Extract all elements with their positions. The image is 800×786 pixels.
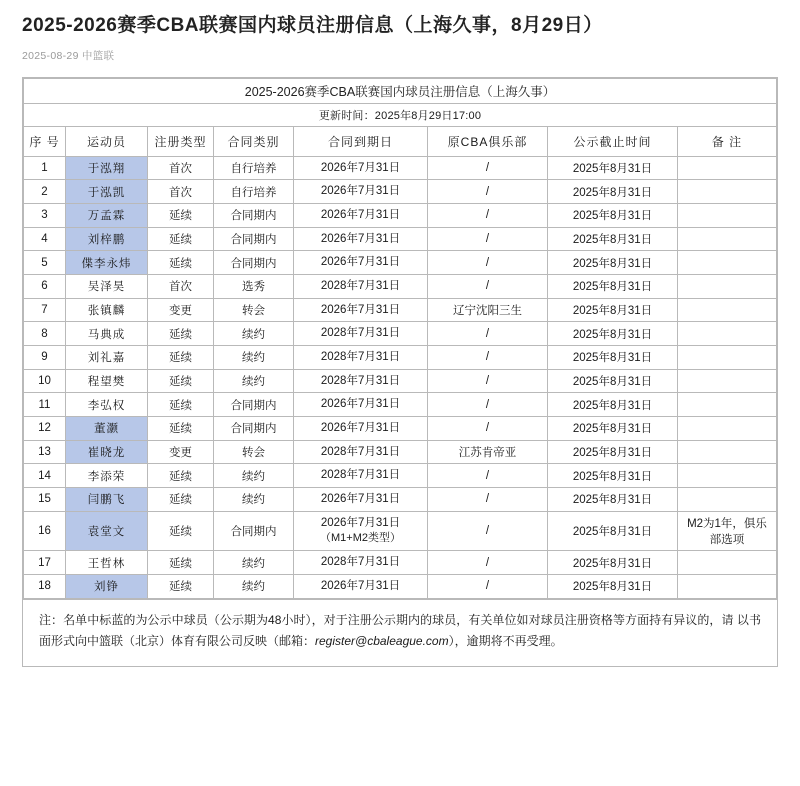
contract-type: 续约 [214, 464, 294, 488]
registration-type: 变更 [148, 298, 214, 322]
table-row [24, 251, 777, 275]
athlete-name: 于泓凯 [66, 180, 148, 204]
athlete-name: 李弘权 [66, 393, 148, 417]
contract-expiry-date: 2026年7月31日 [320, 516, 401, 529]
page-meta: 2025-08-29 中篮联 [22, 49, 115, 62]
athlete-name: 吴泽昊 [66, 275, 148, 299]
contract-expiry-date: 2028年7月31日 [320, 556, 401, 569]
table-row [24, 551, 777, 575]
table-row [24, 464, 777, 488]
row-remark [678, 575, 777, 599]
athlete-name: 袁堂文 [66, 511, 148, 551]
contract-expiry [294, 227, 428, 251]
athlete-name: 于泓翔 [66, 156, 148, 180]
page-header [0, 0, 800, 63]
contract-expiry [294, 417, 428, 441]
publicity-deadline: 2025年8月31日 [548, 298, 678, 322]
athlete-name: 刘礼嘉 [66, 346, 148, 370]
contract-expiry [294, 511, 428, 551]
publicity-deadline: 2025年8月31日 [548, 488, 678, 512]
row-index: 15 [24, 488, 66, 512]
former-club: / [428, 417, 548, 441]
row-remark [678, 204, 777, 228]
former-club: 江苏肯帝亚 [428, 440, 548, 464]
footnote-line-2-suffix: ），逾期将不再受理。 [448, 633, 563, 648]
publicity-deadline: 2025年8月31日 [548, 204, 678, 228]
athlete-name: 李添荣 [66, 464, 148, 488]
athlete-name: 王哲林 [66, 551, 148, 575]
row-remark [678, 156, 777, 180]
publicity-deadline: 2025年8月31日 [548, 322, 678, 346]
table-updated-row [24, 103, 777, 126]
contract-expiry [294, 551, 428, 575]
row-remark [678, 346, 777, 370]
row-index: 1 [24, 156, 66, 180]
registration-type: 延续 [148, 464, 214, 488]
table-head [24, 78, 777, 156]
contract-type: 续约 [214, 488, 294, 512]
column-header-contract-expiry: 合同到期日 [294, 126, 428, 156]
table-row [24, 440, 777, 464]
column-header-athlete: 运动员 [66, 126, 148, 156]
former-club: / [428, 393, 548, 417]
former-club: / [428, 275, 548, 299]
contract-expiry [294, 156, 428, 180]
table-row [24, 275, 777, 299]
row-remark [678, 417, 777, 441]
row-index: 9 [24, 346, 66, 370]
athlete-name: 闫鹏飞 [66, 488, 148, 512]
registration-type: 延续 [148, 251, 214, 275]
contract-expiry [294, 369, 428, 393]
registration-type: 延续 [148, 575, 214, 599]
former-club: / [428, 180, 548, 204]
registration-type: 延续 [148, 322, 214, 346]
contract-expiry-date: 2028年7月31日 [320, 469, 401, 482]
contract-expiry-date: 2028年7月31日 [320, 351, 401, 364]
row-index: 13 [24, 440, 66, 464]
contract-expiry [294, 440, 428, 464]
column-header-contract-category: 合同类别 [214, 126, 294, 156]
contract-expiry [294, 346, 428, 370]
row-remark [678, 369, 777, 393]
athlete-name: 刘铮 [66, 575, 148, 599]
row-index: 8 [24, 322, 66, 346]
contract-type: 合同期内 [214, 204, 294, 228]
contract-expiry-note: （M1+M2类型） [320, 532, 401, 545]
row-index: 12 [24, 417, 66, 441]
column-header-publicity-deadline: 公示截止时间 [548, 126, 678, 156]
contract-type: 合同期内 [214, 511, 294, 551]
registration-type: 首次 [148, 275, 214, 299]
contract-expiry-date: 2026年7月31日 [320, 185, 401, 198]
publicity-deadline: 2025年8月31日 [548, 227, 678, 251]
table-row [24, 488, 777, 512]
table-row [24, 417, 777, 441]
contract-expiry [294, 180, 428, 204]
row-remark [678, 180, 777, 204]
contract-expiry-date: 2026年7月31日 [320, 209, 401, 222]
registration-type: 延续 [148, 488, 214, 512]
registration-type: 变更 [148, 440, 214, 464]
publicity-deadline: 2025年8月31日 [548, 575, 678, 599]
contract-type: 合同期内 [214, 251, 294, 275]
row-remark [678, 275, 777, 299]
contract-expiry [294, 393, 428, 417]
row-index: 6 [24, 275, 66, 299]
former-club: / [428, 369, 548, 393]
registration-type: 延续 [148, 227, 214, 251]
contract-type: 自行培养 [214, 180, 294, 204]
row-remark [678, 488, 777, 512]
table-updated-time: 更新时间：2025年8月29日17:00 [24, 103, 777, 126]
contract-expiry [294, 322, 428, 346]
table-header-row [24, 126, 777, 156]
athlete-name: 万孟霖 [66, 204, 148, 228]
row-index: 14 [24, 464, 66, 488]
contract-type: 续约 [214, 322, 294, 346]
table-row [24, 369, 777, 393]
table-row [24, 346, 777, 370]
contract-type: 合同期内 [214, 227, 294, 251]
contract-expiry-date: 2026年7月31日 [320, 303, 401, 316]
column-header-former-club: 原CBA俱乐部 [428, 126, 548, 156]
page-title: 2025-2026赛季CBA联赛国内球员注册信息（上海久事，8月29日） [22, 15, 603, 36]
former-club: / [428, 251, 548, 275]
contract-expiry [294, 298, 428, 322]
row-index: 4 [24, 227, 66, 251]
contract-expiry [294, 251, 428, 275]
publicity-deadline: 2025年8月31日 [548, 180, 678, 204]
column-header-remark: 备 注 [678, 126, 777, 156]
publicity-deadline: 2025年8月31日 [548, 440, 678, 464]
contract-expiry [294, 464, 428, 488]
contract-expiry-date: 2028年7月31日 [320, 445, 401, 458]
former-club: / [428, 488, 548, 512]
former-club: / [428, 575, 548, 599]
contract-expiry [294, 488, 428, 512]
athlete-name: 张镇麟 [66, 298, 148, 322]
contract-type: 续约 [214, 346, 294, 370]
table-row [24, 156, 777, 180]
row-index: 7 [24, 298, 66, 322]
registration-type: 延续 [148, 551, 214, 575]
row-index: 5 [24, 251, 66, 275]
former-club: / [428, 551, 548, 575]
athlete-name: 崔晓龙 [66, 440, 148, 464]
footnote-line-2-prefix: 以书面形式向中篮联（北京）体育有限公司反映（邮箱： [39, 612, 761, 648]
row-remark [678, 393, 777, 417]
contract-expiry-date: 2026年7月31日 [320, 256, 401, 269]
row-remark [678, 551, 777, 575]
registration-table [23, 78, 777, 599]
publicity-deadline: 2025年8月31日 [548, 551, 678, 575]
row-index: 16 [24, 511, 66, 551]
contract-expiry-date: 2026年7月31日 [320, 161, 401, 174]
contract-type: 转会 [214, 298, 294, 322]
former-club: / [428, 346, 548, 370]
contract-expiry-date: 2026年7月31日 [320, 232, 401, 245]
publicity-deadline: 2025年8月31日 [548, 156, 678, 180]
publicity-deadline: 2025年8月31日 [548, 369, 678, 393]
contract-type: 自行培养 [214, 156, 294, 180]
row-index: 17 [24, 551, 66, 575]
row-index: 2 [24, 180, 66, 204]
contract-type: 转会 [214, 440, 294, 464]
contract-expiry-date: 2026年7月31日 [320, 398, 401, 411]
former-club: / [428, 204, 548, 228]
registration-type: 延续 [148, 369, 214, 393]
former-club: / [428, 322, 548, 346]
registration-type: 首次 [148, 180, 214, 204]
former-club: / [428, 511, 548, 551]
contract-expiry [294, 575, 428, 599]
row-remark [678, 440, 777, 464]
registration-table-container [22, 77, 778, 600]
contract-type: 选秀 [214, 275, 294, 299]
contract-expiry-date: 2028年7月31日 [320, 280, 401, 293]
row-remark [678, 251, 777, 275]
publicity-deadline: 2025年8月31日 [548, 275, 678, 299]
table-row [24, 204, 777, 228]
column-header-reg-type: 注册类型 [148, 126, 214, 156]
registration-type: 延续 [148, 204, 214, 228]
athlete-name: 偞李永炜 [66, 251, 148, 275]
table-row [24, 511, 777, 551]
contract-expiry [294, 204, 428, 228]
publicity-deadline: 2025年8月31日 [548, 511, 678, 551]
publicity-deadline: 2025年8月31日 [548, 417, 678, 441]
row-index: 11 [24, 393, 66, 417]
table-row [24, 575, 777, 599]
contract-type: 续约 [214, 551, 294, 575]
contract-expiry [294, 275, 428, 299]
former-club: 辽宁沈阳三生 [428, 298, 548, 322]
table-doc-title: 2025-2026赛季CBA联赛国内球员注册信息（上海久事） [24, 78, 777, 103]
former-club: / [428, 464, 548, 488]
contract-type: 续约 [214, 369, 294, 393]
athlete-name: 程望樊 [66, 369, 148, 393]
contract-type: 续约 [214, 575, 294, 599]
contract-expiry-date: 2026年7月31日 [320, 422, 401, 435]
registration-type: 延续 [148, 417, 214, 441]
registration-type: 延续 [148, 346, 214, 370]
row-remark: M2为1年，俱乐部选项 [678, 511, 777, 551]
contract-expiry-date: 2028年7月31日 [320, 374, 401, 387]
table-footnote [22, 600, 778, 667]
row-remark [678, 227, 777, 251]
row-index: 18 [24, 575, 66, 599]
registration-type: 延续 [148, 393, 214, 417]
table-body [24, 156, 777, 598]
footnote-line-1: 注：名单中标蓝的为公示中球员（公示期为48小时），对于注册公示期内的球员，有关单位如对球员注册资格等方面持有异议的，请 [39, 612, 734, 627]
athlete-name: 马典成 [66, 322, 148, 346]
athlete-name: 董灏 [66, 417, 148, 441]
table-row [24, 227, 777, 251]
table-row [24, 180, 777, 204]
publicity-deadline: 2025年8月31日 [548, 464, 678, 488]
table-row [24, 393, 777, 417]
row-index: 10 [24, 369, 66, 393]
athlete-name: 刘梓鹏 [66, 227, 148, 251]
row-remark [678, 464, 777, 488]
contract-type: 合同期内 [214, 393, 294, 417]
publicity-deadline: 2025年8月31日 [548, 393, 678, 417]
publicity-deadline: 2025年8月31日 [548, 346, 678, 370]
publicity-deadline: 2025年8月31日 [548, 251, 678, 275]
registration-type: 首次 [148, 156, 214, 180]
table-row [24, 322, 777, 346]
footnote-email: register@cbaleague.com [315, 633, 449, 648]
contract-expiry-date: 2028年7月31日 [320, 327, 401, 340]
row-index: 3 [24, 204, 66, 228]
contract-expiry-date: 2026年7月31日 [320, 580, 401, 593]
contract-type: 合同期内 [214, 417, 294, 441]
column-header-index: 序 号 [24, 126, 66, 156]
registration-type: 延续 [148, 511, 214, 551]
former-club: / [428, 227, 548, 251]
row-remark [678, 298, 777, 322]
contract-expiry-date: 2026年7月31日 [320, 493, 401, 506]
row-remark [678, 322, 777, 346]
table-doc-title-row [24, 78, 777, 103]
table-row [24, 298, 777, 322]
former-club: / [428, 156, 548, 180]
